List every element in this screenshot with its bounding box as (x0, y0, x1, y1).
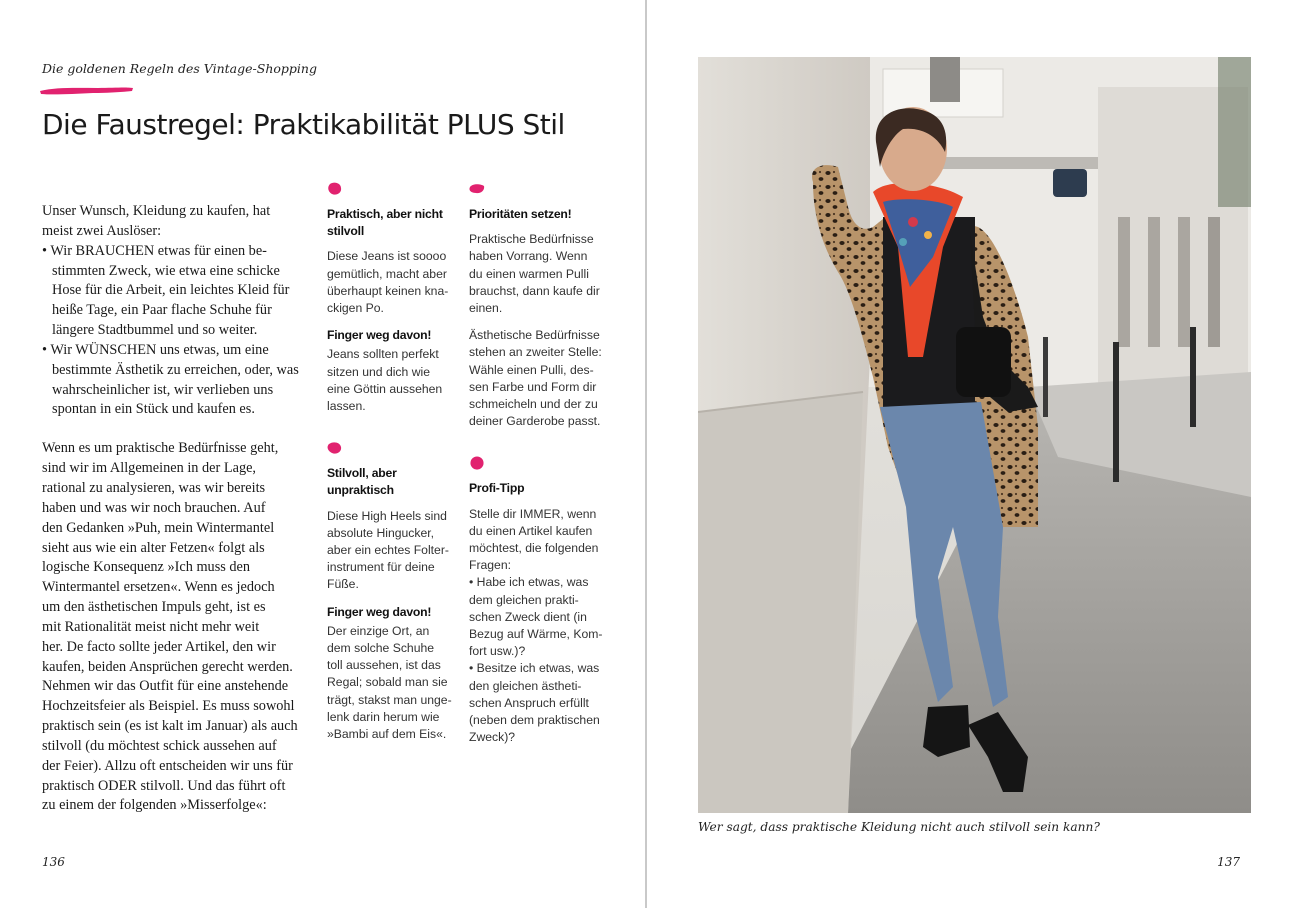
text-line: schmeicheln und der zu (469, 397, 598, 412)
text-line: Wintermantel ersetzen«. Wenn es jedoch (42, 579, 275, 596)
text-line: sen Farbe und Form dir (469, 379, 597, 394)
tip-block-pro-tip (469, 456, 609, 746)
pink-ink-dot-icon (469, 182, 485, 196)
text-line: ckigen Po. (327, 301, 384, 316)
text-line: • Besitze ich etwas, was (469, 661, 600, 676)
text-line: haben Vorrang. Wenn (469, 249, 588, 264)
text-line: den Gedanken »Puh, mein Wintermantel (42, 519, 275, 536)
bullet-item (42, 242, 314, 341)
woman-leaning-on-wall-photo (698, 57, 1251, 813)
text-line: stilvoll (327, 224, 365, 239)
text-line: sind wir im Allgemeinen in der Lage, (42, 460, 257, 477)
text-line: schen Zweck dient (in (469, 609, 587, 624)
text-line: Hochzeitsfeier als Beispiel. Es muss sowohl (42, 698, 295, 715)
text-line: unpraktisch (327, 483, 394, 498)
tip-block-stylish-not-practical (327, 441, 455, 743)
tip-text (327, 248, 455, 317)
right-page (647, 0, 1291, 908)
text-line: Jeans sollten perfekt (327, 347, 439, 362)
text-line: heiße Tage, ein Paar flache Schuhe für (52, 302, 272, 319)
text-line: wahrscheinlicher ist, wir verlieben uns (52, 381, 274, 398)
text-line: dem gleichen prakti- (469, 592, 579, 607)
text-line: kaufen, beiden Ansprüchen gerecht werden. (42, 658, 293, 675)
text-line: der Feier). Allzu oft entscheiden wir uns für (42, 757, 293, 774)
text-line: praktisch sein (es ist kalt im Januar) als auch (42, 718, 298, 735)
text-line: absolute Hingucker, (327, 525, 435, 540)
text-line: toll aussehen, ist das (327, 658, 441, 673)
text-line: Hose für die Arbeit, ein leichtes Kleid für (52, 282, 290, 299)
tip-subtext (327, 623, 455, 743)
pink-ink-dot-icon (327, 182, 343, 196)
text-line: rational zu analysieren, was wir bereits (42, 479, 266, 496)
text-line: instrument für deine (327, 560, 435, 575)
text-line: Wähle einen Pulli, des- (469, 362, 594, 377)
text-line: deiner Garderobe passt. (469, 414, 601, 429)
text-line: sieht aus wie ein alter Fetzen« folgt als (42, 539, 265, 556)
sidebar-column-misses (327, 182, 455, 769)
text-line: du einen Artikel kaufen (469, 523, 593, 538)
left-page (0, 0, 645, 908)
text-line: Praktische Bedürfnisse (469, 232, 594, 247)
photo-caption: Wer sagt, dass praktische Kleidung nicht auch stilvoll sein kann? (698, 820, 1100, 834)
tip-text (327, 508, 455, 594)
text-line: lenk darin herum wie (327, 709, 440, 724)
tip-text (469, 506, 609, 747)
tip-heading: Prioritäten setzen! (469, 207, 572, 221)
main-body-text (42, 202, 314, 816)
text-line: • Wir WÜNSCHEN uns etwas, um eine (42, 341, 269, 358)
text-line: gemütlich, macht aber (327, 266, 447, 281)
text-line: sitzen und dich wie (327, 364, 430, 379)
tip-subheading: Finger weg davon! (327, 328, 432, 343)
text-line: schen Anspruch erfüllt (469, 695, 589, 710)
text-line: fort usw.)? (469, 644, 526, 659)
tip-subheading: Finger weg davon! (327, 604, 432, 619)
text-line: den gleichen ästheti- (469, 678, 582, 693)
pink-ink-dot-icon (327, 441, 343, 455)
text-line: Bezug auf Wärme, Kom- (469, 627, 603, 642)
tip-text (469, 231, 609, 317)
text-line: brauchst, dann kaufe dir (469, 283, 600, 298)
tip-block-priorities (469, 182, 609, 430)
text-line: Praktisch, aber nicht (327, 207, 443, 221)
text-line: Ästhetische Bedürfnisse (469, 328, 600, 343)
tip-subtext (327, 346, 455, 415)
text-line: (neben dem praktischen (469, 713, 600, 728)
text-line: • Habe ich etwas, was (469, 575, 589, 590)
sidebar-column-advice (469, 182, 609, 772)
text-line: Wenn es um praktische Bedürfnisse geht, (42, 440, 279, 457)
text-line: • Wir BRAUCHEN etwas für einen be- (42, 242, 267, 259)
text-line: eine Göttin aussehen (327, 381, 443, 396)
text-line: trägt, stakst man unge- (327, 692, 452, 707)
text-line: längere Stadtbummel und so weiter. (52, 322, 258, 339)
tip-heading (327, 206, 455, 240)
text-line: um den ästhetischen Impuls geht, ist es (42, 599, 266, 616)
text-line: Stelle dir IMMER, wenn (469, 506, 597, 521)
text-line: Der einzige Ort, an (327, 623, 430, 638)
text-line: stehen an zweiter Stelle: (469, 345, 602, 360)
text-line: her. De facto sollte jeder Artikel, den wir (42, 638, 276, 655)
text-line: Fragen: (469, 558, 512, 573)
text-line: Zweck)? (469, 730, 516, 745)
page-title: Die Faustregel: Praktikabilität PLUS Stil (42, 108, 565, 141)
text-line: Regal; sobald man sie (327, 675, 448, 690)
running-head: Die goldenen Regeln des Vintage-Shopping (42, 61, 317, 76)
text-line: überhaupt keinen kna- (327, 283, 449, 298)
text-line: logische Konsequenz »Ich muss den (42, 559, 251, 576)
tip-text (469, 327, 609, 430)
text-line: stilvoll (du möchtest schick aussehen auf (42, 737, 277, 754)
text-line: Nehmen wir das Outfit für eine anstehende (42, 678, 289, 695)
text-line: Diese High Heels sind (327, 508, 447, 523)
text-line: aber ein echtes Folter- (327, 543, 449, 558)
intro-paragraph (42, 202, 314, 420)
tip-block-practical-not-stylish (327, 182, 455, 415)
text-line: bestimmte Ästhetik zu erreichen, oder, was (52, 361, 299, 378)
text-line: stimmten Zweck, wie etwa eine schicke (52, 262, 280, 279)
text-line: Diese Jeans ist soooo (327, 249, 447, 264)
pink-dot-icon (469, 456, 485, 470)
body-paragraph (42, 439, 314, 816)
street-style-photo (698, 57, 1251, 813)
text-line: einen. (469, 301, 503, 316)
text-line: zu einem der folgenden »Misserfolge«: (42, 797, 267, 814)
text-line: meist zwei Auslöser: (42, 222, 162, 239)
text-line: »Bambi auf dem Eis«. (327, 727, 447, 742)
text-line: haben und was wir noch brauchen. Auf (42, 499, 266, 516)
tip-heading: Profi-Tipp (469, 481, 525, 496)
tip-heading (327, 465, 455, 499)
page-number: 137 (1217, 855, 1240, 869)
text-line: Füße. (327, 577, 359, 592)
text-line: praktisch ODER stilvoll. Und das führt oft (42, 777, 286, 794)
text-line: Unser Wunsch, Kleidung zu kaufen, hat (42, 203, 271, 219)
text-line: dem solche Schuhe (327, 641, 435, 656)
pink-brush-stroke-icon (38, 84, 134, 96)
text-line: lassen. (327, 399, 366, 414)
text-line: Stilvoll, aber (327, 466, 397, 481)
bullet-item (42, 341, 314, 420)
page-number: 136 (42, 855, 65, 869)
text-line: du einen warmen Pulli (469, 266, 589, 281)
text-line: spontan in ein Stück und kaufen es. (52, 401, 255, 418)
text-line: mit Rationalität meist nicht mehr weit (42, 618, 260, 635)
text-line: möchtest, die folgenden (469, 541, 599, 556)
